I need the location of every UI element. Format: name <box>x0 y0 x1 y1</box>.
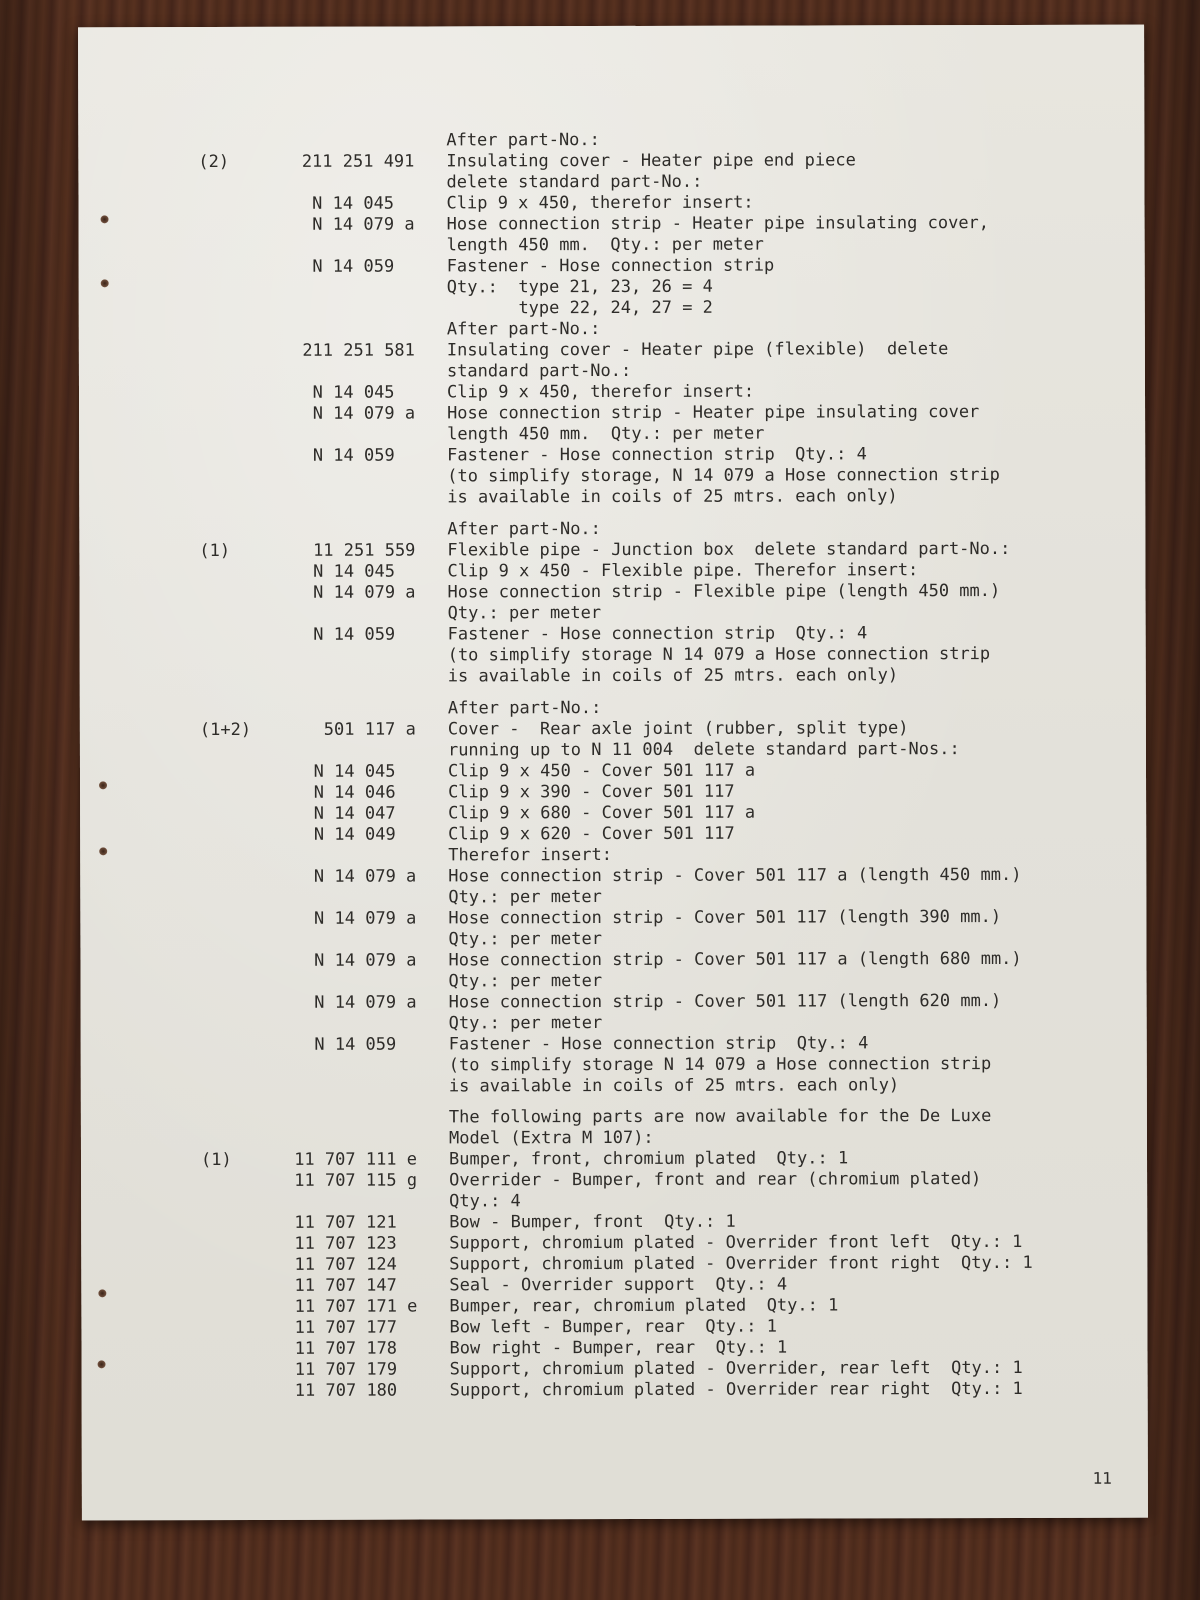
list-item <box>80 928 1146 952</box>
part-description: After part-No.: <box>447 519 601 540</box>
part-number: 11 707 147 <box>294 1275 418 1296</box>
part-description: standard part-No.: <box>446 360 632 382</box>
part-number: 211 251 491 <box>301 151 415 172</box>
part-description: length 450 mm. Qty.: per meter <box>446 234 764 256</box>
part-number: 11 707 124 <box>294 1254 418 1275</box>
list-item <box>81 1274 1147 1298</box>
part-description: Clip 9 x 450, therefor insert: <box>446 381 755 403</box>
list-item <box>79 486 1145 510</box>
part-description: Seal - Overrider support Qty.: 4 <box>449 1274 788 1296</box>
part-description: Insulating cover - Heater pipe end piece <box>446 150 856 172</box>
list-item <box>80 949 1146 973</box>
part-description: Hose connection strip - Flexible pipe (length 450 mm.) <box>447 580 1001 603</box>
part-description: (to simplify storage, N 14 079 a Hose connection strip <box>447 464 1000 487</box>
list-item <box>79 213 1145 237</box>
part-description: Fastener - Hose connection strip Qty.: 4 <box>447 444 867 466</box>
part-number: N 14 079 a <box>312 403 416 424</box>
list-item <box>81 1337 1147 1361</box>
part-number: 11 707 115 g <box>294 1170 418 1191</box>
list-item <box>80 760 1146 784</box>
part-description: Clip 9 x 680 - Cover 501 117 a <box>448 802 756 824</box>
list-item <box>79 465 1145 489</box>
part-description: After part-No.: <box>446 319 601 340</box>
part-description: Clip 9 x 390 - Cover 501 117 <box>448 781 735 803</box>
part-number: N 14 059 <box>313 624 416 645</box>
list-item <box>79 539 1145 563</box>
part-number: 11 707 111 e <box>294 1149 418 1170</box>
part-description: Clip 9 x 450 - Flexible pipe. Therefor insert: <box>447 560 919 582</box>
part-number: N 14 049 <box>313 824 417 845</box>
list-item <box>80 602 1146 626</box>
list-item <box>79 255 1145 279</box>
part-description: Therefor insert: <box>448 845 613 866</box>
part-number: N 14 079 a <box>313 908 417 929</box>
list-item <box>79 297 1145 321</box>
list-item <box>81 991 1147 1015</box>
list-item <box>80 581 1146 605</box>
part-description: is available in coils of 25 mtrs. each only) <box>447 665 899 687</box>
list-item <box>81 1148 1147 1172</box>
part-number: N 14 059 <box>314 1034 417 1055</box>
list-item <box>81 1253 1147 1277</box>
part-description: Fastener - Hose connection strip Qty.: 4 <box>448 1033 869 1055</box>
part-description: Fastener - Hose connection strip <box>446 255 775 277</box>
part-description: length 450 mm. Qty.: per meter <box>447 423 765 445</box>
part-description: Support, chromium plated - Overrider front right Qty.: 1 <box>449 1252 1033 1275</box>
list-item <box>80 823 1146 847</box>
list-item <box>80 665 1146 689</box>
list-item <box>80 739 1146 763</box>
part-description: Insulating cover - Heater pipe (flexible) delete <box>446 339 949 361</box>
part-number: 11 707 179 <box>294 1359 418 1380</box>
part-description: Bow right - Bumper, rear Qty.: 1 <box>449 1337 788 1359</box>
list-item <box>82 1358 1148 1382</box>
reference-note: (1) <box>200 1149 232 1171</box>
list-item <box>81 1075 1147 1099</box>
list-item <box>80 844 1146 868</box>
list-item <box>80 781 1146 805</box>
part-description: Qty.: type 21, 23, 26 = 4 <box>446 276 713 298</box>
list-item <box>80 644 1146 668</box>
part-number: N 14 059 <box>312 445 416 466</box>
part-number: N 14 046 <box>313 782 417 803</box>
part-description: Qty.: per meter <box>448 971 603 992</box>
part-description: is available in coils of 25 mtrs. each only) <box>448 1075 900 1097</box>
list-item <box>81 1033 1147 1057</box>
list-item <box>80 865 1146 889</box>
part-description: (to simplify storage N 14 079 a Hose connection strip <box>448 1054 992 1076</box>
part-number: 11 707 121 <box>294 1212 418 1233</box>
part-description: running up to N 11 004 delete standard part-Nos.: <box>447 739 960 761</box>
list-item <box>79 318 1145 342</box>
list-item <box>80 623 1146 647</box>
part-description: Hose connection strip - Heater pipe insulating cover <box>447 402 980 424</box>
list-item <box>79 518 1145 542</box>
list-item <box>79 560 1145 584</box>
list-item <box>81 1054 1147 1078</box>
part-description: Cover - Rear axle joint (rubber, split type) <box>447 718 909 740</box>
part-description: Hose connection strip - Cover 501 117 (length 390 mm.) <box>448 906 1002 929</box>
part-description: Bow - Bumper, front Qty.: 1 <box>449 1211 736 1233</box>
part-description: Qty.: 4 <box>449 1191 521 1212</box>
list-item <box>79 360 1145 384</box>
parts-list <box>78 25 1148 1521</box>
list-item <box>80 907 1146 931</box>
part-description: Clip 9 x 620 - Cover 501 117 <box>448 823 735 845</box>
part-description: Qty.: per meter <box>448 929 602 950</box>
reference-note: (1) <box>199 541 231 562</box>
part-description: Support, chromium plated - Overrider rear right Qty.: 1 <box>449 1378 1023 1401</box>
part-number: N 14 045 <box>312 193 415 214</box>
document-page <box>78 25 1148 1521</box>
part-number: 11 707 177 <box>294 1317 418 1338</box>
list-item <box>78 192 1144 216</box>
list-item <box>79 444 1145 468</box>
part-description: delete standard part-No.: <box>446 171 703 193</box>
part-description: Clip 9 x 450, therefor insert: <box>446 192 754 214</box>
part-number: N 14 079 a <box>314 992 417 1013</box>
part-number: 11 707 180 <box>294 1380 418 1401</box>
part-number: N 14 047 <box>313 803 417 824</box>
part-description: Qty.: per meter <box>447 603 602 624</box>
part-description: After part-No.: <box>446 130 600 151</box>
list-item <box>81 970 1147 994</box>
list-item <box>81 1127 1147 1151</box>
part-number: N 14 045 <box>313 761 417 782</box>
part-number: N 14 079 a <box>314 950 417 971</box>
part-number: N 14 079 a <box>312 214 415 235</box>
part-description: (to simplify storage N 14 079 a Hose connection strip <box>447 644 991 666</box>
list-item <box>80 802 1146 826</box>
part-description: Hose connection strip - Cover 501 117 (length 620 mm.) <box>448 990 1002 1013</box>
list-item <box>80 697 1146 721</box>
list-item <box>79 423 1145 447</box>
part-description: After part-No.: <box>447 698 602 719</box>
part-description: Bumper, front, chromium plated Qty.: 1 <box>448 1148 849 1170</box>
list-item <box>78 171 1144 195</box>
part-description: Qty.: per meter <box>448 887 602 908</box>
part-description: Flexible pipe - Junction box delete standard part-No.: <box>447 538 1011 561</box>
part-number: N 14 059 <box>312 256 415 277</box>
list-item <box>80 886 1146 910</box>
part-number: 11 707 123 <box>294 1233 418 1254</box>
list-item <box>81 1106 1147 1130</box>
part-description: Qty.: per meter <box>448 1013 603 1034</box>
part-description: Model (Extra M 107): <box>448 1127 654 1149</box>
part-number: N 14 045 <box>313 561 416 582</box>
list-item <box>79 234 1145 258</box>
list-item <box>80 718 1146 742</box>
part-number: 501 117 a <box>323 719 416 740</box>
part-description: Hose connection strip - Cover 501 117 a (length 450 mm.) <box>448 864 1022 887</box>
list-item <box>79 402 1145 426</box>
reference-note: (1+2) <box>199 719 252 741</box>
list-item <box>79 339 1145 363</box>
part-description: Support, chromium plated - Overrider front left Qty.: 1 <box>449 1231 1023 1254</box>
part-number: 211 251 581 <box>302 340 415 361</box>
part-description: type 22, 24, 27 = 2 <box>446 297 713 319</box>
list-item <box>79 276 1145 300</box>
part-number: N 14 045 <box>312 382 416 403</box>
part-description: Hose connection strip - Cover 501 117 a (length 680 mm.) <box>448 948 1022 971</box>
part-number: N 14 079 a <box>313 866 417 887</box>
page-number: 11 <box>1092 1468 1112 1488</box>
list-item <box>81 1012 1147 1036</box>
part-description: Bumper, rear, chromium plated Qty.: 1 <box>449 1295 839 1317</box>
list-item <box>82 1379 1148 1403</box>
list-item <box>81 1211 1147 1235</box>
part-description: The following parts are now available for the De Luxe <box>448 1106 992 1128</box>
list-item <box>81 1316 1147 1340</box>
part-description: Fastener - Hose connection strip Qty.: 4 <box>447 623 868 645</box>
reference-note: (2) <box>198 152 230 173</box>
list-item <box>81 1169 1147 1193</box>
part-description: Support, chromium plated - Overrider, rear left Qty.: 1 <box>449 1357 1023 1380</box>
part-description: Clip 9 x 450 - Cover 501 117 a <box>447 760 756 782</box>
part-description: Overrider - Bumper, front and rear (chromium plated) <box>449 1169 982 1191</box>
part-number: N 14 079 a <box>313 582 416 603</box>
list-item <box>78 150 1144 174</box>
list-item <box>79 381 1145 405</box>
list-item <box>81 1190 1147 1214</box>
part-number: 11 251 559 <box>313 540 416 561</box>
part-number: 11 707 178 <box>294 1338 418 1359</box>
part-description: is available in coils of 25 mtrs. each only) <box>447 486 898 508</box>
part-description: Bow left - Bumper, rear Qty.: 1 <box>449 1316 777 1338</box>
list-item <box>81 1295 1147 1319</box>
list-item <box>78 129 1144 153</box>
list-item <box>81 1232 1147 1256</box>
part-number: 11 707 171 e <box>294 1296 418 1317</box>
part-description: Hose connection strip - Heater pipe insulating cover, <box>446 213 990 235</box>
